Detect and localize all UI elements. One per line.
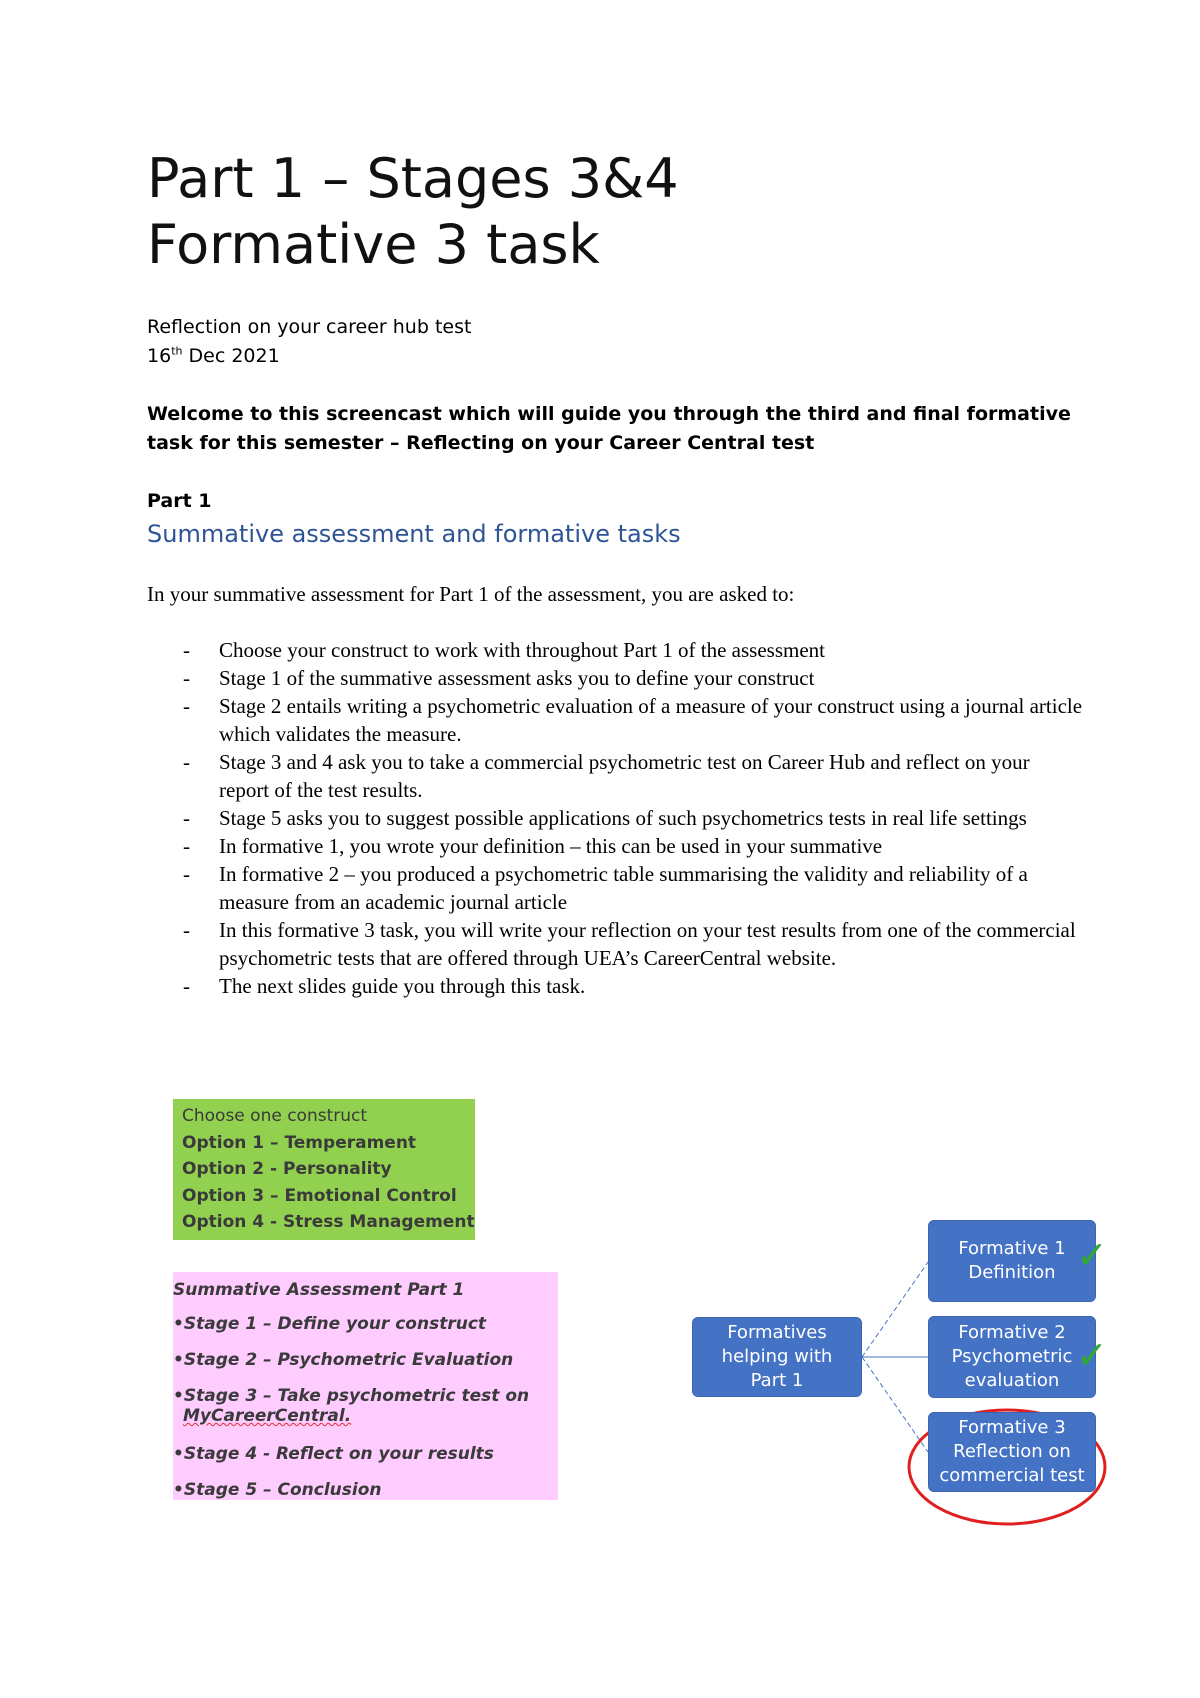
section-heading: Summative assessment and formative tasks [147,520,681,548]
bullet-item: - In formative 1, you wrote your definition – this can be used in your summative [183,832,1083,860]
bullet-item: - In formative 2 – you produced a psychometric table summarising the validity and reliability of a measure from an academic journal article [183,860,1083,916]
construct-option: Option 2 - Personality [182,1159,392,1179]
formative-3-line: Reflection on [953,1441,1071,1462]
formative-2-line: Formative 2 [958,1322,1066,1343]
checkmark-icon: ✓ [1076,1333,1108,1377]
formative-3-line: commercial test [939,1465,1085,1486]
root-node-line: Part 1 [750,1370,804,1391]
summative-box-heading: Summative Assessment Part 1 [173,1280,465,1300]
diagram-root-node [692,1317,862,1397]
construct-option: Option 4 - Stress Management [182,1212,475,1232]
checkmark-icon: ✓ [1076,1233,1108,1277]
title-line-2: Formative 3 task [147,213,600,276]
stage-item: •Stage 1 – Define your construct [173,1314,487,1334]
formative-3-line: Formative 3 [958,1417,1066,1438]
formative-1-line: Formative 1 [958,1238,1066,1259]
intro-paragraph: In your summative assessment for Part 1 of the assessment, you are asked to: [147,582,795,606]
bullet-item: - Stage 5 asks you to suggest possible applications of such psychometrics tests in real life settings [183,804,1083,832]
formative-1-node [928,1220,1096,1302]
bullet-item: - Stage 2 entails writing a psychometric evaluation of a measure of your construct using a journal article which validates the measure. [183,692,1083,748]
date-day: 16 [147,345,172,367]
subtitle: Reflection on your career hub test [147,316,472,338]
construct-option: Option 1 – Temperament [182,1132,417,1153]
date-suffix: th [171,344,183,358]
bullet-item: - Choose your construct to work with throughout Part 1 of the assessment [183,636,1083,664]
connector-line-f3 [862,1357,928,1452]
stage-item: •Stage 5 – Conclusion [173,1480,382,1500]
formative-2-line: Psychometric [951,1346,1073,1367]
title-line-1: Part 1 – Stages 3&4 [147,147,679,210]
construct-box-heading: Choose one construct [182,1106,368,1126]
connector-line-f1 [862,1262,928,1357]
stage-item: •Stage 4 - Reflect on your results [173,1444,494,1464]
formative-2-node [928,1316,1096,1398]
root-node-line: helping with [721,1346,833,1367]
stage-3-line-1: •Stage 3 – Take psychometric test on [173,1386,530,1406]
bullet-item: - In this formative 3 task, you will write your reflection on your test results from one of the commercial psychometric tests that are offered through UEA’s CareerCentral website. [183,916,1083,972]
part-label: Part 1 [147,490,212,512]
bullet-item: - The next slides guide you through this task. [183,972,1083,1000]
welcome-paragraph: Welcome to this screencast which will guide you through the third and final formative task for this semester – Reflecting on your Career Central test [147,403,1071,454]
bullet-item: - Stage 1 of the summative assessment asks you to define your construct [183,664,1083,692]
stage-3-line-2: MyCareerCentral. [183,1406,352,1426]
stage-item: •Stage 2 – Psychometric Evaluation [173,1350,514,1370]
bullet-item: - Stage 3 and 4 ask you to take a commercial psychometric test on Career Hub and reflect on your report of the test results. [183,748,1083,804]
root-node-line: Formatives [727,1322,827,1343]
date-rest: Dec 2021 [182,345,280,367]
formative-2-line: evaluation [964,1370,1060,1391]
formative-1-line: Definition [968,1262,1056,1283]
construct-option: Option 3 – Emotional Control [182,1185,457,1206]
formative-3-node [928,1412,1096,1492]
